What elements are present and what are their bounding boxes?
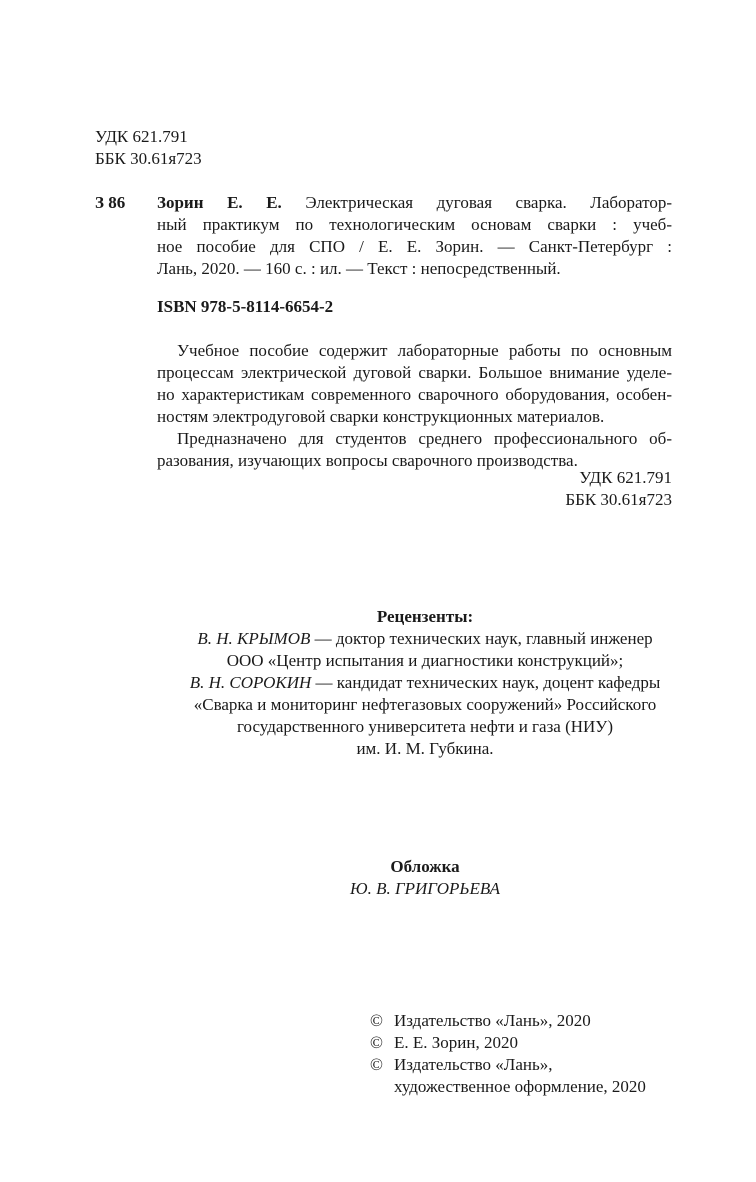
biblio-line-1 xyxy=(157,192,672,214)
annotation-line: ностям электродуговой сварки конструкционных материалов. xyxy=(157,407,605,426)
biblio-line-4: Лань, 2020. — 160 с. : ил. — Текст : непосредственный. xyxy=(157,259,561,278)
reviewer-1 xyxy=(95,628,755,650)
reviewer-2-affiliation: им. И. М. Губкина. xyxy=(356,739,494,758)
annotation-line: Учебное пособие содержит лабораторные работы по основным xyxy=(177,341,672,360)
bbk-code: ББК 30.61я723 xyxy=(565,490,672,509)
copyright-line xyxy=(370,1032,680,1054)
annotation-line: но характеристикам современного сварочного оборудования, особен- xyxy=(157,385,672,404)
author-mark: З 86 xyxy=(95,193,126,212)
udk-code: УДК 621.791 xyxy=(579,468,672,487)
bibliographic-description xyxy=(157,192,672,280)
copyright-line xyxy=(370,1054,680,1076)
copyright-line xyxy=(370,1076,680,1098)
cover-heading: Обложка xyxy=(390,857,460,876)
copyright-text: Издательство «Лань», 2020 xyxy=(394,1011,591,1030)
udk-code: УДК 621.791 xyxy=(95,127,188,146)
reviewer-1-affiliation: ООО «Центр испытания и диагностики конструкций»; xyxy=(226,651,624,670)
reviewer-2-name: В. Н. СОРОКИН xyxy=(189,673,312,692)
reviewers-heading: Рецензенты: xyxy=(376,607,474,626)
isbn: ISBN 978-5-8114-6654-2 xyxy=(157,297,334,316)
udk-bbk-top xyxy=(95,126,202,170)
reviewer-2 xyxy=(95,672,755,694)
annotation-line: Предназначено для студентов среднего профессионального об- xyxy=(177,429,672,448)
udk-bbk-right xyxy=(470,467,672,511)
annotation xyxy=(157,340,672,472)
copyright-text: Издательство «Лань», xyxy=(394,1055,553,1074)
cover-credit xyxy=(95,856,755,900)
copyright-text: художественное оформление, 2020 xyxy=(394,1077,646,1096)
biblio-line-3: ное пособие для СПО / Е. Е. Зорин. — Санкт-Петербург : xyxy=(157,237,672,256)
author-name: Зорин Е. Е. xyxy=(157,193,282,212)
copyright-block xyxy=(370,1010,680,1098)
copyright-icon: © xyxy=(370,1011,383,1030)
reviewer-2-affiliation: «Сварка и мониторинг нефтегазовых сооружений» Российского xyxy=(193,695,657,714)
reviewer-1-name: В. Н. КРЫМОВ xyxy=(197,629,311,648)
copyright-line xyxy=(370,1010,680,1032)
reviewers-block xyxy=(95,606,755,760)
cover-designer: Ю. В. ГРИГОРЬЕВА xyxy=(350,879,500,898)
copyright-icon: © xyxy=(370,1033,383,1052)
reviewer-1-title: — доктор технических наук, главный инженер xyxy=(310,629,653,648)
copyright-icon: © xyxy=(370,1055,383,1074)
reviewer-2-affiliation: государственного университета нефти и газа (НИУ) xyxy=(236,717,613,736)
copyright-text: Е. Е. Зорин, 2020 xyxy=(394,1033,518,1052)
copyright-indent xyxy=(370,1076,394,1098)
annotation-line: процессам электрической дуговой сварки. Большое внимание уделе- xyxy=(157,363,672,382)
title-part: Электрическая дуговая сварка. Лаборатор- xyxy=(281,193,673,212)
annotation-line: разования, изучающих вопросы сварочного производства. xyxy=(157,451,578,470)
reviewer-2-title: — кандидат технических наук, доцент кафедры xyxy=(311,673,661,692)
bbk-code: ББК 30.61я723 xyxy=(95,149,202,168)
biblio-line-2: ный практикум по технологическим основам сварки : учеб- xyxy=(157,215,672,234)
